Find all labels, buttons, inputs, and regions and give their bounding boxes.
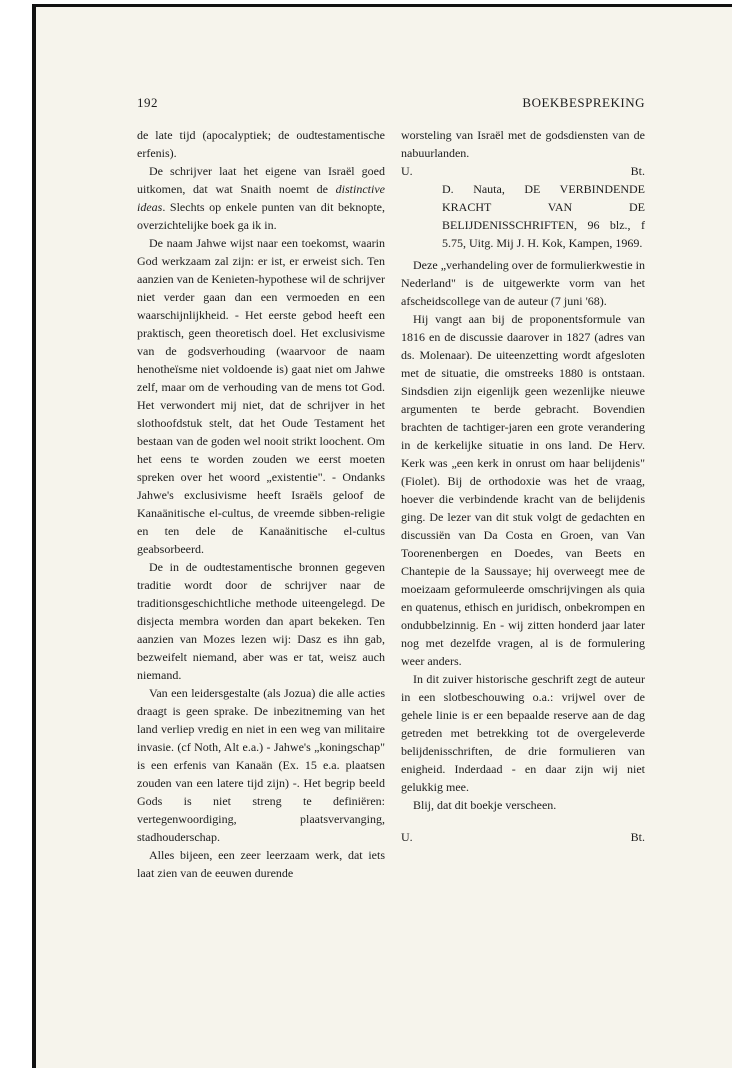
paragraph: Alles bijeen, een zeer leerzaam werk, dat iets laat zien van de eeuwen durende xyxy=(137,848,385,880)
paragraph: worsteling van Israël met de godsdiensten van de nabuurlanden. xyxy=(401,128,645,160)
paragraph: Van een leidersgestalte (als Jozua) die alle acties draagt is geen sprake. De inbezitneming van het land verliep vredig en niet in een weg van militaire invasie. (cf Noth, Alt e.a.) - Jahwe's „koningschap" is een erfenis van Kanaän (Ex. 15 e.a. plaatsen zouden van een latere tijd zijn) -. Het begrip beeld Gods is niet streng te definiëren: vertegenwoordiging, plaatsvervanging, stadhouderschap. xyxy=(137,686,385,844)
paragraph: Deze „verhandeling over de formulierkwestie in Nederland" is de uitgewerkte vorm van het afscheidscollege van de auteur (7 juni '68). xyxy=(401,258,645,308)
text-run: De schrijver laat het eigene van Israël goed uitkomen, dat wat Snaith noemt de xyxy=(137,164,385,196)
paragraph: De in de oudtestamentische bronnen gegeven traditie wordt door de schrijver naar de traditionsgeschichtliche methode uiteengelegd. De disjecta membra worden dan apart bekeken. Ten aanzien van Mozes lezen wij: Dasz es ihn gab, bezweifelt niemand, aber was er tat, weisz auch niemand. xyxy=(137,560,385,682)
signature-initial: U. xyxy=(401,830,413,844)
running-head: BOEKBESPREKING xyxy=(522,95,645,110)
left-column xyxy=(137,126,385,882)
scan-edge-left xyxy=(32,4,36,1068)
paragraph: Blij, dat dit boekje verscheen. xyxy=(413,798,557,812)
review-signature xyxy=(401,828,645,846)
page-header xyxy=(137,95,645,115)
paragraph: Hij vangt aan bij de proponentsformule van 1816 en de discussie daarover in 1827 (adres van ds. Molenaar). De uiteenzetting wordt afgesloten met de situatie, die omstreeks 1880 is ontstaan. Sindsdien zijn eigenlijk geen wezenlijke nieuwe argumenten te berde gebracht. Bovendien brachten de tachtiger-jaren een grote verandering in de kerkelijke situatie in ons land. De Herv. Kerk was „een kerk in onrust om haar belijdenis" (Fiolet). Bij de orthodoxie was het de vraag, hoever die verbindende kracht van de belijdenis ging. De lezer van dit stuk volgt de gedachten en discussiën van Da Costa en Groen, van Van Toorenenbergen en Doedes, van Beets en Chantepie de la Saussaye; hij overweegt mee de moeizaam geformuleerde omschrijvingen als quia en quatenus, ethisch en juridisch, onbekrompen en ondubbelzinnig. En - wij zitten honderd jaar later nog met dezelfde vragen, al is de formulering weer anders. xyxy=(401,312,645,668)
right-column xyxy=(401,126,645,846)
review-signature xyxy=(401,162,645,180)
signature-initial: Bt. xyxy=(630,830,645,844)
paragraph: de late tijd (apocalyptiek; de oudtestamentische erfenis). xyxy=(137,128,385,160)
paragraph: De naam Jahwe wijst naar een toekomst, waarin God werkzaam zal zijn: er ist, er erweist sich. Ten aanzien van de Kenieten-hypothese wil de schrijver niet verder gaan dan een vermoeden en een waarschijnlijkheid. - Het eerste gebod heeft een praktisch, geen theoretisch doel. Het exclusivisme van de godsverhouding (waarvoor de naam henotheïsme niet voldoende is) gaat niet om Jahwe zelf, maar om de verhouding van de mens tot God. Het verwondert mij niet, dat de schrijver in het slothoofdstuk stelt, dat het Oude Testament het bestaan van de goden wel nooit strikt loochent. Om het eens te worden zouden we eerst moeten spreken over het woord „existentie". - Ondanks Jahwe's exclusivisme heeft Israëls geloof de Kanaänitische el-cultus, de vreemde sibben-religie en ten dele de Kanaänitische el-cultus geabsorbeerd. xyxy=(137,236,385,556)
signature-initial: U. xyxy=(401,164,413,178)
paragraph xyxy=(137,162,385,234)
signature-initial: Bt. xyxy=(630,164,645,178)
page-number: 192 xyxy=(137,95,158,110)
italic-term: distinctive ideas xyxy=(137,182,385,214)
book-heading: D. Nauta, DE VERBINDENDE KRACHT VAN DE BELIJDENISSCHRIFTEN, 96 blz., f 5.75, Uitg. Mij J. H. Kok, Kampen, 1969. xyxy=(442,182,645,250)
text-run: . Slechts op enkele punten van dit beknopte, overzichtelijke boek ga ik in. xyxy=(137,200,385,232)
paragraph: In dit zuiver historische geschrift zegt de auteur in een slotbeschouwing o.a.: vrijwel over de gehele linie is er een bepaalde reserve aan de dag getreden met betrekking tot de overgeleverde belijdenisschriften, de drie formulieren van enigheid. Inderdaad - en daar zijn wij niet gelukkig mee. xyxy=(401,672,645,794)
scan-edge-top xyxy=(32,4,732,7)
